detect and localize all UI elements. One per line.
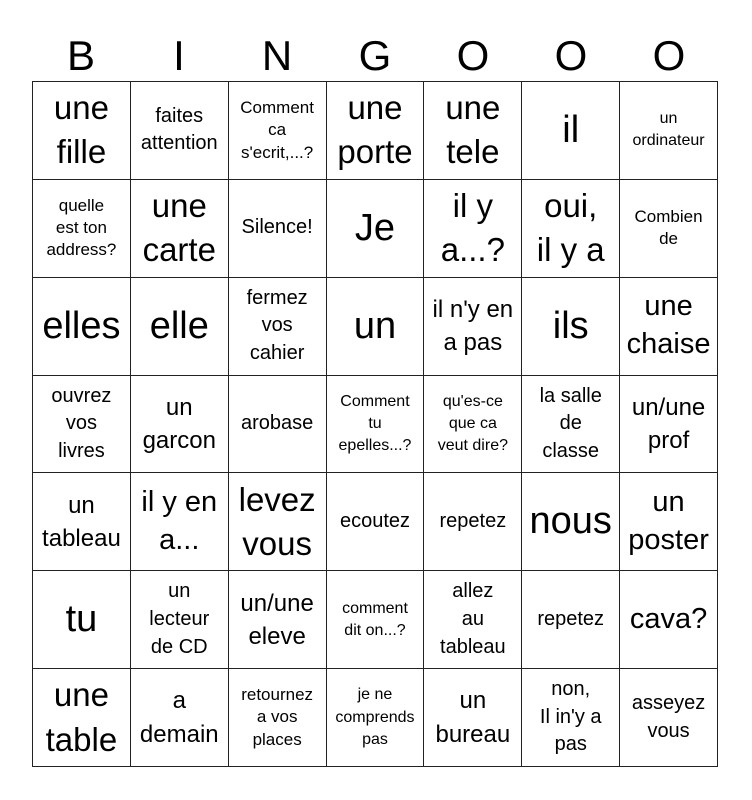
bingo-cell[interactable] [33, 571, 131, 669]
bingo-cell[interactable] [229, 278, 327, 376]
bingo-cell[interactable] [33, 278, 131, 376]
bingo-cell-text: nous [529, 500, 612, 543]
bingo-cell[interactable] [620, 82, 718, 180]
bingo-cell-text: elles [42, 304, 121, 347]
bingo-cell-text: quelle est ton address? [46, 195, 117, 260]
bingo-cell[interactable] [327, 473, 425, 571]
bingo-cell-text: elle [149, 304, 209, 347]
bingo-cell-text: ils [552, 304, 589, 347]
bingo-cell-text: qu'es-ce que ca veut dire? [437, 392, 508, 455]
bingo-cell[interactable] [327, 376, 425, 474]
bingo-cell[interactable] [229, 571, 327, 669]
bingo-cell-text: fermez vos cahier [246, 286, 308, 364]
header-letter: O [456, 32, 490, 79]
bingo-cell-text: un garcon [142, 393, 216, 454]
bingo-cell[interactable] [522, 82, 620, 180]
bingo-cell-text: repetez [537, 607, 605, 630]
bingo-cell[interactable] [327, 180, 425, 278]
bingo-cell[interactable] [131, 473, 229, 571]
bingo-cell[interactable] [424, 571, 522, 669]
bingo-cell-text: une tele [445, 89, 501, 171]
bingo-cell-text: un [353, 304, 397, 347]
header-letter: I [173, 32, 185, 79]
bingo-cell[interactable] [620, 376, 718, 474]
bingo-cell[interactable] [522, 669, 620, 767]
header-letter: N [261, 32, 293, 79]
header-letter: B [66, 32, 95, 79]
bingo-cell[interactable] [620, 473, 718, 571]
bingo-cell[interactable] [424, 376, 522, 474]
bingo-header [32, 30, 718, 82]
bingo-cell[interactable] [327, 278, 425, 376]
bingo-cell[interactable] [229, 376, 327, 474]
bingo-cell[interactable] [522, 278, 620, 376]
bingo-cell-text: levez vous [238, 480, 316, 562]
bingo-cell-text: ouvrez vos livres [51, 384, 112, 462]
bingo-cell-text: repetez [439, 510, 507, 533]
bingo-cell-text: un poster [628, 486, 709, 556]
bingo-cell-text: Je [354, 206, 396, 249]
header-letter: G [358, 32, 392, 79]
bingo-cell-text: une table [45, 676, 118, 758]
bingo-cell-text: allez au tableau [440, 580, 506, 658]
bingo-cell[interactable] [229, 180, 327, 278]
bingo-cell-text: tu [65, 598, 98, 641]
bingo-cell-text: je ne comprends pas [335, 686, 415, 748]
bingo-cell-text: une chaise [626, 290, 711, 361]
bingo-cell-text: oui, il y a [536, 187, 605, 269]
bingo-cell[interactable] [131, 571, 229, 669]
bingo-cell[interactable] [229, 473, 327, 571]
bingo-cell[interactable] [33, 180, 131, 278]
bingo-cell-text: cava? [629, 602, 708, 635]
bingo-cell-text: un ordinateur [632, 110, 705, 150]
bingo-cell-text: arobase [240, 412, 314, 435]
bingo-cell-text: il n'y en a pas [432, 296, 514, 357]
bingo-cell[interactable] [424, 669, 522, 767]
bingo-cell[interactable] [131, 278, 229, 376]
bingo-cell[interactable] [620, 571, 718, 669]
bingo-cell[interactable] [327, 669, 425, 767]
bingo-cell[interactable] [620, 180, 718, 278]
bingo-cell[interactable] [522, 473, 620, 571]
bingo-cell[interactable] [131, 180, 229, 278]
bingo-cell-text: ecoutez [339, 510, 411, 533]
bingo-cell-text: a demain [139, 687, 219, 748]
bingo-cell-text: retournez a vos places [241, 684, 314, 749]
bingo-cell-text: un bureau [435, 687, 511, 748]
bingo-cell-text: il y a...? [440, 187, 505, 269]
bingo-cell[interactable] [327, 82, 425, 180]
header-letter: O [652, 32, 686, 79]
bingo-cell[interactable] [33, 473, 131, 571]
bingo-grid [32, 81, 718, 767]
bingo-cell-text: un tableau [42, 491, 121, 552]
bingo-cell[interactable] [33, 669, 131, 767]
bingo-cell-text: un/une eleve [240, 589, 314, 650]
bingo-cell[interactable] [424, 82, 522, 180]
bingo-cell-text: il y en a... [141, 486, 218, 556]
header-letter: O [554, 32, 588, 79]
bingo-cell[interactable] [424, 180, 522, 278]
bingo-cell-text: asseyez vous [631, 691, 706, 742]
bingo-cell-text: une fille [53, 89, 109, 171]
bingo-cell-text: il [562, 108, 580, 151]
bingo-cell[interactable] [424, 473, 522, 571]
bingo-cell-text: un lecteur de CD [149, 580, 210, 658]
bingo-cell[interactable] [229, 669, 327, 767]
bingo-cell[interactable] [33, 82, 131, 180]
bingo-cell-text: non, Il in'y a pas [539, 678, 602, 756]
bingo-cell[interactable] [424, 278, 522, 376]
bingo-cell[interactable] [620, 278, 718, 376]
bingo-cell[interactable] [229, 82, 327, 180]
bingo-cell[interactable] [620, 669, 718, 767]
bingo-cell[interactable] [33, 376, 131, 474]
bingo-cell-text: un/une prof [631, 393, 706, 454]
bingo-cell[interactable] [522, 376, 620, 474]
bingo-cell-text: Combien de [634, 206, 703, 249]
bingo-cell[interactable] [327, 571, 425, 669]
bingo-cell[interactable] [131, 82, 229, 180]
bingo-cell[interactable] [522, 571, 620, 669]
bingo-cell-text: une carte [142, 187, 216, 269]
bingo-cell-text: faites attention [140, 104, 218, 155]
bingo-cell-text: Silence! [241, 216, 313, 239]
bingo-cell[interactable] [131, 669, 229, 767]
bingo-cell[interactable] [522, 180, 620, 278]
bingo-cell-text: Comment ca s'ecrit,...? [240, 97, 314, 162]
bingo-cell-text: Comment tu epelles...? [338, 392, 412, 455]
bingo-cell-text: comment dit on...? [342, 599, 408, 639]
bingo-cell[interactable] [131, 376, 229, 474]
bingo-cell-text: une porte [337, 89, 413, 171]
bingo-cell-text: la salle de classe [539, 384, 602, 462]
